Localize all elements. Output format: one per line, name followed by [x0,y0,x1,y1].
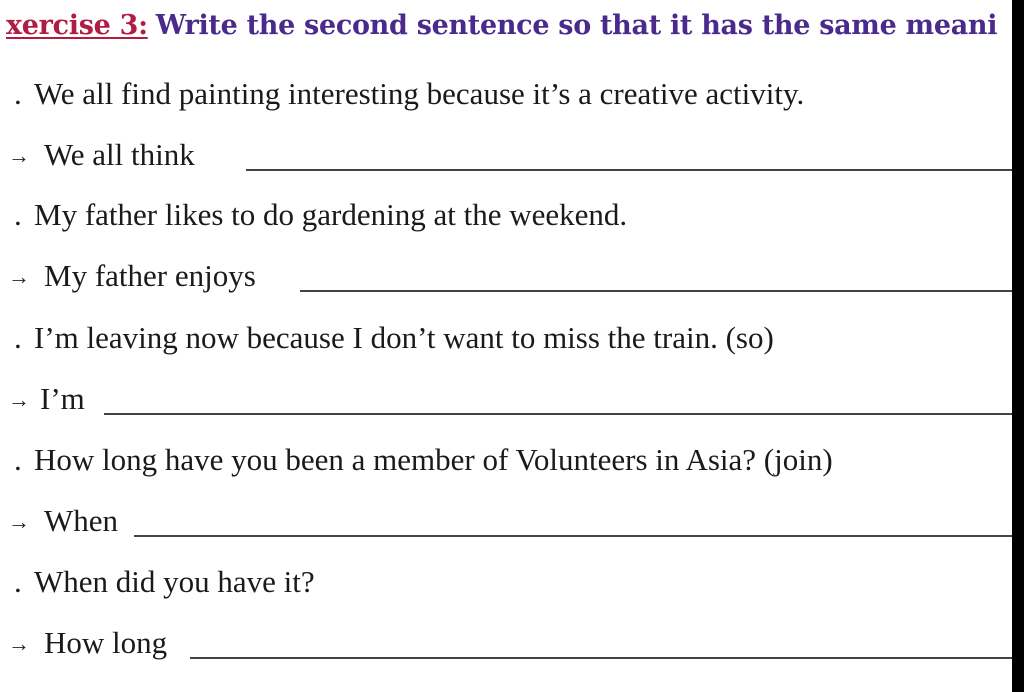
answer-5-prompt: How long [44,625,168,660]
arrow-icon: → [8,631,30,656]
arrow-icon: → [8,387,30,412]
question-4 [0,438,1012,488]
answer-2-blank[interactable] [300,290,1012,292]
answer-3-prompt: I’m [40,381,85,416]
question-marker: . [14,197,22,232]
question-marker: . [14,564,22,599]
question-1 [0,72,1012,122]
question-5 [0,560,1012,610]
answer-3-blank[interactable] [104,413,1012,415]
question-marker: . [14,442,22,477]
arrow-icon: → [8,509,30,534]
answer-1 [0,133,1012,183]
exercise-label: xercise 3: [6,10,148,41]
answer-2-prompt: My father enjoys [44,258,256,293]
arrow-icon: → [8,143,30,168]
page-edge-border [1012,0,1024,692]
answer-4-blank[interactable] [134,535,1012,537]
question-5-text: When did you have it? [34,564,315,599]
question-4-text: How long have you been a member of Volunteers in Asia? (join) [34,442,833,477]
answer-4 [0,499,1012,549]
arrow-icon: → [8,264,30,289]
question-marker: . [14,320,22,355]
question-marker: . [14,76,22,111]
exercise-instruction: Write the second sentence so that it has the same meani [155,10,998,41]
answer-1-blank[interactable] [246,169,1012,171]
question-2-text: My father likes to do gardening at the weekend. [34,197,628,232]
answer-1-prompt: We all think [44,137,195,172]
answer-3 [0,377,1012,427]
answer-5 [0,621,1012,671]
question-3 [0,316,1012,366]
answer-4-prompt: When [44,503,119,538]
question-1-text: We all find painting interesting because it’s a creative activity. [34,76,805,111]
question-2 [0,193,1012,243]
exercise-title [6,10,997,41]
answer-5-blank[interactable] [190,657,1012,659]
answer-2 [0,254,1012,304]
question-3-text: I’m leaving now because I don’t want to miss the train. (so) [34,320,774,355]
